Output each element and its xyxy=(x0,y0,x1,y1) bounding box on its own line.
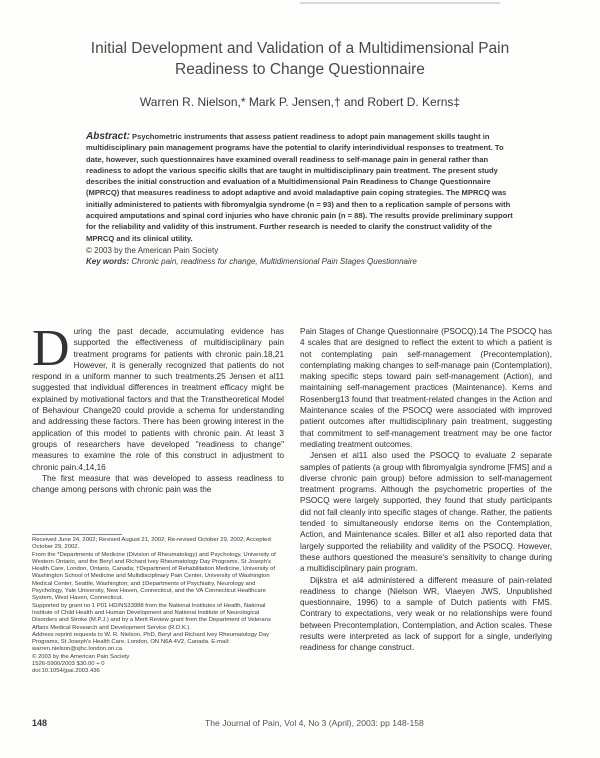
article-title xyxy=(40,38,560,80)
footnotes-block xyxy=(32,537,284,676)
right-paragraph-2: Jensen et al11 also used the PSOCQ to evaluate 2 separate samples of patients (a group with fibromyalgia syndrome [FMS] and a diverse chronic pain group) before admission to self-management treatment programs. Although the psychometric properties of the PSOCQ were largely supported, they found that study participants did not fall cleanly into specific stages of change. Rather, the patients tended to simultaneously endorse items on the Contemplation, Action, and Maintenance scales. Biller et al1 also reported data that largely supported the reliability and validity of the PSOCQ. However, these authors questioned the measure's sensitivity to change during a multidisciplinary pain program. xyxy=(300,451,552,574)
footnote-affiliations: From the *Departments of Medicine (Division of Rheumatology) and Psychology, University of Western Ontario, and the Beryl and Richard Ivey Rheumatology Day Programs, St Joseph's Health Care, London, Ontario, Canada; †Department of Rehabilitation Medicine, University of Washington School of Medicine and Multidisciplinary Pain Center, University of Washington Medical Center, Seattle, Washington; and ‡Departments of Psychiatry, Neurology and Psychology, Yale University, New Haven, Connecticut, and the VA Connecticut Healthcare System, West Haven, Connecticut. xyxy=(32,551,276,602)
footnote-received: Received June 24, 2002; Revised August 21, 2002; Re-revised October 29, 2002; Accepted October 29, 2002. xyxy=(32,537,271,551)
left-paragraph-1 xyxy=(32,320,284,473)
keywords-text: Chronic pain, readiness for change, Multidimensional Pain Stages Questionnaire xyxy=(131,257,417,267)
footnote-address: Address reprint requests to W. R. Nielson, PhD, Beryl and Richard Ivey Rheumatology Day Programs, St Joseph's Health Care, London, ON N6A 4V2, Canada. E-mail: warren.nielson@sjhc.london.on.ca xyxy=(32,631,270,653)
drop-cap: D xyxy=(32,320,70,377)
body-column-left xyxy=(32,320,284,495)
footnote-rule xyxy=(32,534,122,535)
footnote-issn: 1526-5900/2003 $30.00 + 0 xyxy=(32,661,105,668)
footnote-doi: doi:10.1054/jpai.2003.436 xyxy=(32,668,100,675)
title-line-1: Initial Development and Validation of a Multidimensional Pain xyxy=(90,40,510,57)
body-column-right xyxy=(300,326,552,654)
abstract-block xyxy=(86,131,518,268)
left-paragraph-1-text: uring the past decade, accumulating evidence has supported the effectiveness of multidisciplinary pain treatment programs for patients with chronic pain.18,21 However, it is generally recognized that patients do not respond in a uniform manner to such treatments.25 Jensen et al11 suggested that individual differences in treatment efficacy might be explained by motivational factors and that the Transtheoretical Model of Behaviour Change20 could provide a schema for understanding and addressing these factors. There has been growing interest in the application of this model to patients with chronic pain. At least 3 groups of researchers have developed "readiness to change" measures to examine the role of this construct in adjustment to chronic pain.4,14,16 xyxy=(32,327,284,472)
keywords-line xyxy=(86,256,518,267)
abstract-label: Abstract: xyxy=(86,131,130,142)
abstract-text: Psychometric instruments that assess patient readiness to adopt pain management skills taught in multidisciplinary pain management programs have the potential to clarify interindividual responses to treatment. To date, however, such questionnaires have examined overall readiness to self-manage pain in general rather than readiness to adopt the various specific skills that are taught in multidisciplinary pain treatment. The present study describes the initial construction and evaluation of a Multidimensional Pain Readiness to Change Questionnaire (MPRCQ) that measures readiness to adopt adaptive and avoid maladaptive pain coping strategies. The MPRCQ was initially administered to patients with fibromyalgia syndrome (n = 93) and then to a replication sample of persons with acquired amputations and spinal cord injuries who have chronic pain (n = 88). The results provide preliminary support for the reliability and validity of this instrument. Further research is needed to clarify the construct validity of the MPRCQ and its clinical utility. xyxy=(86,132,513,243)
header-rule xyxy=(300,2,500,4)
right-paragraph-3: Dijkstra et al4 administered a different measure of pain-related readiness to change (Nielson WR, Vlaeyen JWS, Unpublished questionnaire, 1996) to a sample of Dutch patients with FMS. Contrary to expectations, very weak or no relationships were found between Precontemplation, Contemplation, and Action scales. These results were interpreted as lack of support for a single, underlying readiness for change construct. xyxy=(300,575,552,653)
footnote-support: Supported by grant no 1 P01 HD/NS33988 from the National Institutes of Health, National Institute of Child Health and Human Development and National Institute of Neurological Disorders and Stroke (M.P.J.) and by a Merit Review grant from the Department of Veterans Affairs Medical Research and Development Service (R.D.K.). xyxy=(32,602,271,631)
left-paragraph-2: The first measure that was developed to assess readiness to change among persons with chronic pain was the xyxy=(32,473,284,495)
title-line-2: Readiness to Change Questionnaire xyxy=(175,61,425,78)
abstract-copyright: © 2003 by the American Pain Society xyxy=(86,245,219,255)
footnote-copyright: © 2003 by the American Pain Society xyxy=(32,653,130,660)
right-paragraph-1: Pain Stages of Change Questionnaire (PSOCQ).14 The PSOCQ has 4 scales that are designed to reflect the extent to which a patient is not contemplating pain self-management (Precontemplation), contemplating making changes to self-manage pain (Contemplation), making specific steps toward pain self-management (Action), and maintaining self-management practices (Maintenance). Kerns and Rosenberg13 found that treatment-related changes in the Action and Maintenance scales of the PSOCQ were associated with improved patient outcomes after multidisciplinary pain treatment, suggesting that commitment to self-management treatment may be one factor mediating treatment outcomes. xyxy=(300,327,552,449)
page-number: 148 xyxy=(32,718,48,728)
keywords-label: Key words: xyxy=(86,257,130,267)
author-list: Warren R. Nielson,* Mark P. Jensen,† and Robert D. Kerns‡ xyxy=(139,95,461,109)
journal-citation: The Journal of Pain, Vol 4, No 3 (April), 2003: pp 148-158 xyxy=(205,718,424,728)
